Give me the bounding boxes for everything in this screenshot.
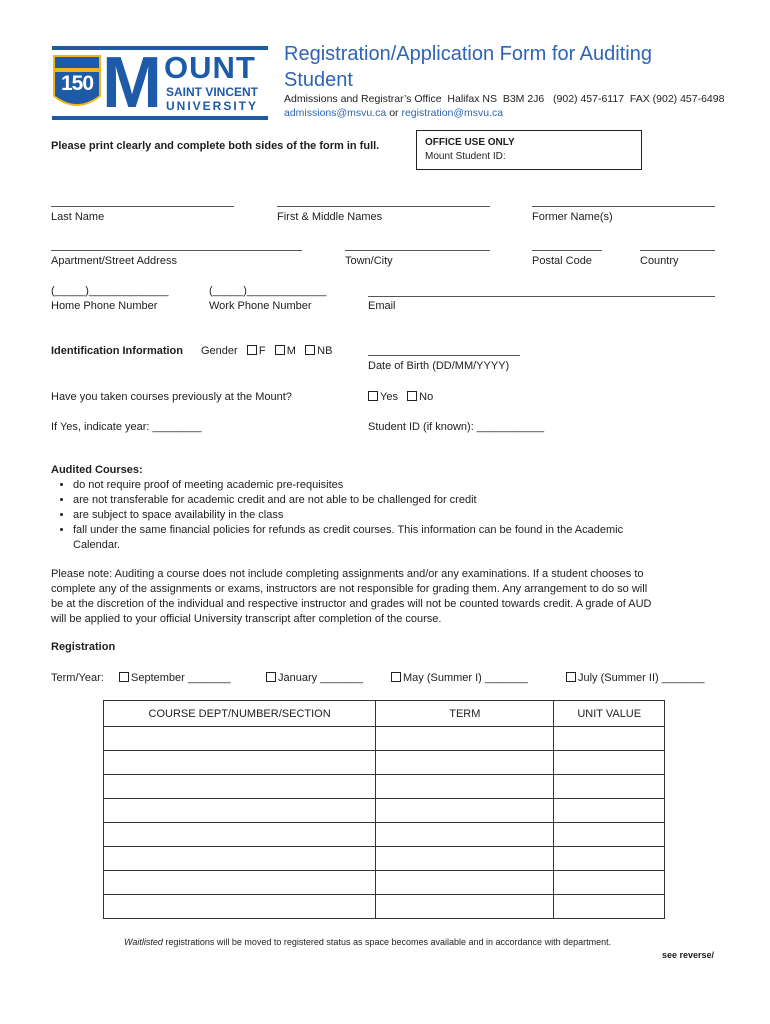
january-checkbox[interactable]	[266, 672, 276, 682]
course-row	[104, 751, 665, 775]
audited-courses-list	[51, 478, 731, 553]
note-line: complete any of the assignments or exams, instructors are not responsible for grading them. Any arrangement to do so will	[51, 583, 648, 595]
unit-value-cell[interactable]	[554, 871, 665, 895]
course-table-body	[104, 727, 665, 919]
unit-value-cell[interactable]	[554, 775, 665, 799]
registration-heading: Registration	[51, 641, 116, 653]
email-separator: or	[386, 107, 402, 119]
audited-bullet: • do not require proof of meeting academic pre-requisites	[73, 478, 731, 493]
header-term: TERM	[376, 701, 554, 727]
gender-f-checkbox[interactable]	[247, 345, 257, 355]
yes-checkbox[interactable]	[368, 391, 378, 401]
term-september	[119, 672, 231, 685]
may-label: May (Summer I) _______	[403, 672, 528, 684]
gender-nb-checkbox[interactable]	[305, 345, 315, 355]
january-label: January _______	[278, 672, 364, 684]
dob-label: Date of Birth (DD/MM/YYYY)	[368, 360, 510, 372]
gender-f-label: F	[258, 345, 266, 357]
waitlist-italic: Waitlisted	[124, 937, 163, 947]
town-label: Town/City	[345, 255, 393, 267]
address-label: Apartment/Street Address	[51, 255, 177, 267]
term-january	[266, 672, 363, 685]
audited-bullet: • are subject to space availability in the class	[73, 508, 731, 523]
auditing-note	[51, 567, 651, 627]
term-cell[interactable]	[376, 823, 554, 847]
course-cell[interactable]	[104, 871, 376, 895]
audited-courses-heading: Audited Courses:	[51, 464, 143, 476]
course-cell[interactable]	[104, 823, 376, 847]
address-line[interactable]	[51, 250, 302, 251]
header-unit-value: UNIT VALUE	[554, 701, 665, 727]
course-row	[104, 823, 665, 847]
course-table-header	[104, 701, 665, 727]
university-logo	[52, 43, 268, 123]
identification-heading: Identification Information	[51, 345, 183, 357]
gender-nb-label: NB	[317, 345, 333, 357]
last-name-line[interactable]	[51, 206, 234, 207]
term-cell[interactable]	[376, 775, 554, 799]
july-label: July (Summer II) _______	[578, 672, 705, 684]
logo-letter: M	[102, 43, 162, 123]
unit-value-cell[interactable]	[554, 799, 665, 823]
form-title-line1: Registration/Application Form for Auditing	[284, 43, 652, 65]
work-phone-label: Work Phone Number	[209, 300, 312, 312]
term-cell[interactable]	[376, 727, 554, 751]
september-checkbox[interactable]	[119, 672, 129, 682]
postal-line[interactable]	[532, 250, 602, 251]
note-line: be at the discretion of the individual and respective instructor and grades will not be counted towards credit. A grade of AUD	[51, 598, 652, 610]
home-phone-label: Home Phone Number	[51, 300, 158, 312]
term-cell[interactable]	[376, 895, 554, 919]
term-year-label: Term/Year:	[51, 672, 104, 684]
term-july	[566, 672, 705, 685]
july-checkbox[interactable]	[566, 672, 576, 682]
note-line: will be applied to your official University transcript after completion of the course.	[51, 613, 442, 625]
term-cell[interactable]	[376, 751, 554, 775]
gender-group	[201, 345, 332, 358]
no-label: No	[419, 391, 434, 403]
gender-m-checkbox[interactable]	[275, 345, 285, 355]
september-label: September _______	[131, 672, 231, 684]
email-line[interactable]	[368, 296, 715, 297]
dob-line[interactable]	[368, 355, 520, 356]
audited-bullet: • are not transferable for academic credit and are not able to be challenged for credit	[73, 493, 731, 508]
audited-bullet: • fall under the same financial policies for refunds as credit courses. This information can be found in the Academic	[73, 523, 731, 538]
course-cell[interactable]	[104, 895, 376, 919]
waitlist-text: registrations will be moved to registered status as space becomes available and in accordance with department.	[162, 937, 612, 947]
office-contact-line: Admissions and Registrar’s Office Halifax NS B3M 2J6 (902) 457-6117 FAX (902) 457-6498	[284, 93, 725, 105]
gender-label: Gender	[201, 345, 238, 357]
student-id-field[interactable]: Student ID (if known): ___________	[368, 421, 545, 433]
home-phone-field[interactable]: (_____)_____________	[51, 285, 169, 297]
email-label: Email	[368, 300, 396, 312]
form-title-line2: Student	[284, 69, 353, 91]
previous-courses-options	[368, 391, 433, 404]
last-name-label: Last Name	[51, 211, 105, 223]
logo-word-mount: OUNT	[164, 50, 256, 85]
unit-value-cell[interactable]	[554, 751, 665, 775]
see-reverse: see reverse/	[661, 950, 714, 960]
course-cell[interactable]	[104, 751, 376, 775]
waitlist-note	[124, 937, 611, 948]
registration-email-link[interactable]: registration@msvu.ca	[401, 107, 504, 119]
mount-student-id-label: Mount Student ID:	[425, 151, 506, 162]
office-use-box	[416, 130, 642, 170]
unit-value-cell[interactable]	[554, 727, 665, 751]
course-row	[104, 799, 665, 823]
course-row	[104, 847, 665, 871]
work-phone-field[interactable]: (_____)_____________	[209, 285, 327, 297]
course-row	[104, 727, 665, 751]
term-cell[interactable]	[376, 871, 554, 895]
unit-value-cell[interactable]	[554, 847, 665, 871]
audited-bullet-continuation: Calendar.	[73, 539, 121, 551]
course-row	[104, 895, 665, 919]
if-yes-year-field[interactable]: If Yes, indicate year: ________	[51, 421, 202, 433]
town-line[interactable]	[345, 250, 490, 251]
no-checkbox[interactable]	[407, 391, 417, 401]
country-label: Country	[640, 255, 679, 267]
gender-m-label: M	[286, 345, 296, 357]
course-cell[interactable]	[104, 799, 376, 823]
term-cell[interactable]	[376, 847, 554, 871]
print-instructions: Please print clearly and complete both sides of the form in full.	[51, 140, 380, 152]
course-table	[103, 700, 665, 919]
course-row	[104, 871, 665, 895]
may-checkbox[interactable]	[391, 672, 401, 682]
course-row	[104, 775, 665, 799]
former-names-line[interactable]	[532, 206, 715, 207]
logo-word-university: UNIVERSITY	[166, 99, 259, 113]
yes-label: Yes	[380, 391, 398, 403]
postal-label: Postal Code	[532, 255, 592, 267]
logo-word-saint-vincent: SAINT VINCENT	[166, 85, 259, 99]
unit-value-cell[interactable]	[554, 823, 665, 847]
former-names-label: Former Name(s)	[532, 211, 613, 223]
course-cell[interactable]	[104, 847, 376, 871]
course-cell[interactable]	[104, 727, 376, 751]
logo-badge-number: 150	[60, 72, 94, 95]
header-course: COURSE DEPT/NUMBER/SECTION	[104, 701, 376, 727]
admissions-email-link[interactable]: admissions@msvu.ca	[284, 107, 387, 119]
course-cell[interactable]	[104, 775, 376, 799]
note-line: Please note: Auditing a course does not include completing assignments and/or any examinations. If a student chooses to	[51, 568, 644, 580]
first-names-line[interactable]	[277, 206, 490, 207]
unit-value-cell[interactable]	[554, 895, 665, 919]
previous-courses-question: Have you taken courses previously at the Mount?	[51, 391, 292, 403]
country-line[interactable]	[640, 250, 715, 251]
contact-emails	[284, 107, 503, 120]
first-names-label: First & Middle Names	[277, 211, 383, 223]
term-cell[interactable]	[376, 799, 554, 823]
office-use-heading: OFFICE USE ONLY	[425, 137, 515, 148]
term-may	[391, 672, 528, 685]
